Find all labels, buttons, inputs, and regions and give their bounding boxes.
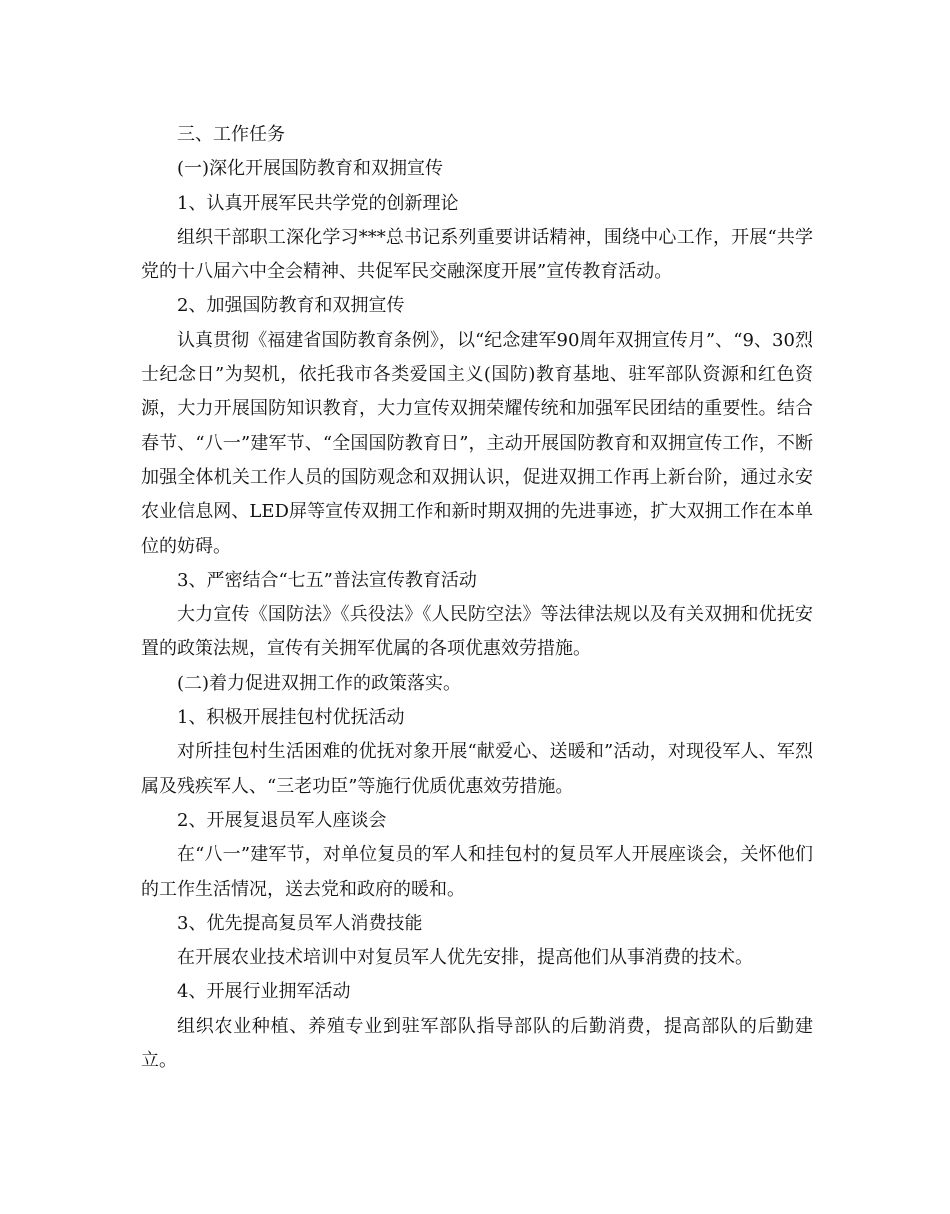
body-paragraph: 组织干部职工深化学习***总书记系列重要讲话精神，围绕中心工作，开展“共学党的十八届六中全会精神、共促军民交融深度开展”宣传教育活动。 <box>141 226 813 283</box>
item-heading: 2、加强国防教育和双拥宣传 <box>177 295 405 317</box>
section-heading: 三、工作任务 <box>177 124 285 145</box>
body-paragraph: 认真贯彻《福建省国防教育条例》，以“纪念建军90周年双拥宣传月”、“9、30烈士纪念日”为契机，依托我市各类爱国主义(国防)教育基地、驻军部队资源和红色资源，大力开展国防知识教育，大力宣传双拥荣耀传统和加强军民团结的重要性。结合春节、“八一”建军节、“全国国防教育日”，主动开展国防教育和双拥宣传工作，不断加强全体机关工作人员的国防观念和双拥认识，促进双拥工作再上新台阶，通过永安农业信息网、LED屏等宣传双拥工作和新时期双拥的先进事迹，扩大双拥工作在本单位的妨碍。 <box>141 329 813 557</box>
item-heading: 3、严密结合“七五”普法宣传教育活动 <box>177 569 477 591</box>
item-heading: 4、开展行业拥军活动 <box>177 981 351 1003</box>
item-heading: 3、优先提高复员军人消费技能 <box>177 912 423 934</box>
body-paragraph: 组织农业种植、养殖专业到驻军部队指导部队的后勤消费，提高部队的后勤建立。 <box>141 1015 813 1072</box>
subsection-heading: (一)深化开展国防教育和双拥宣传 <box>177 158 444 180</box>
document-page <box>141 118 813 1078</box>
item-heading: 1、积极开展挂包村优抚活动 <box>177 707 405 729</box>
item-heading: 2、开展复退员军人座谈会 <box>177 809 387 831</box>
item-heading: 1、认真开展军民共学党的创新理论 <box>177 192 459 214</box>
body-paragraph: 在“八一”建军节，对单位复员的军人和挂包村的复员军人开展座谈会，关怀他们的工作生活情况，送去党和政府的暖和。 <box>141 844 813 900</box>
subsection-heading: (二)着力促进双拥工作的政策落实。 <box>177 672 462 694</box>
body-paragraph: 在开展农业技术培训中对复员军人优先安排，提高他们从事消费的技术。 <box>177 947 753 969</box>
body-paragraph: 对所挂包村生活困难的优抚对象开展“献爱心、送暖和”活动，对现役军人、军烈属及残疾军人、“三老功臣”等施行优质优惠效劳措施。 <box>141 741 813 797</box>
body-paragraph: 大力宣传《国防法》《兵役法》《人民防空法》等法律法规以及有关双拥和优抚安置的政策法规，宣传有关拥军优属的各项优惠效劳措施。 <box>141 604 813 660</box>
